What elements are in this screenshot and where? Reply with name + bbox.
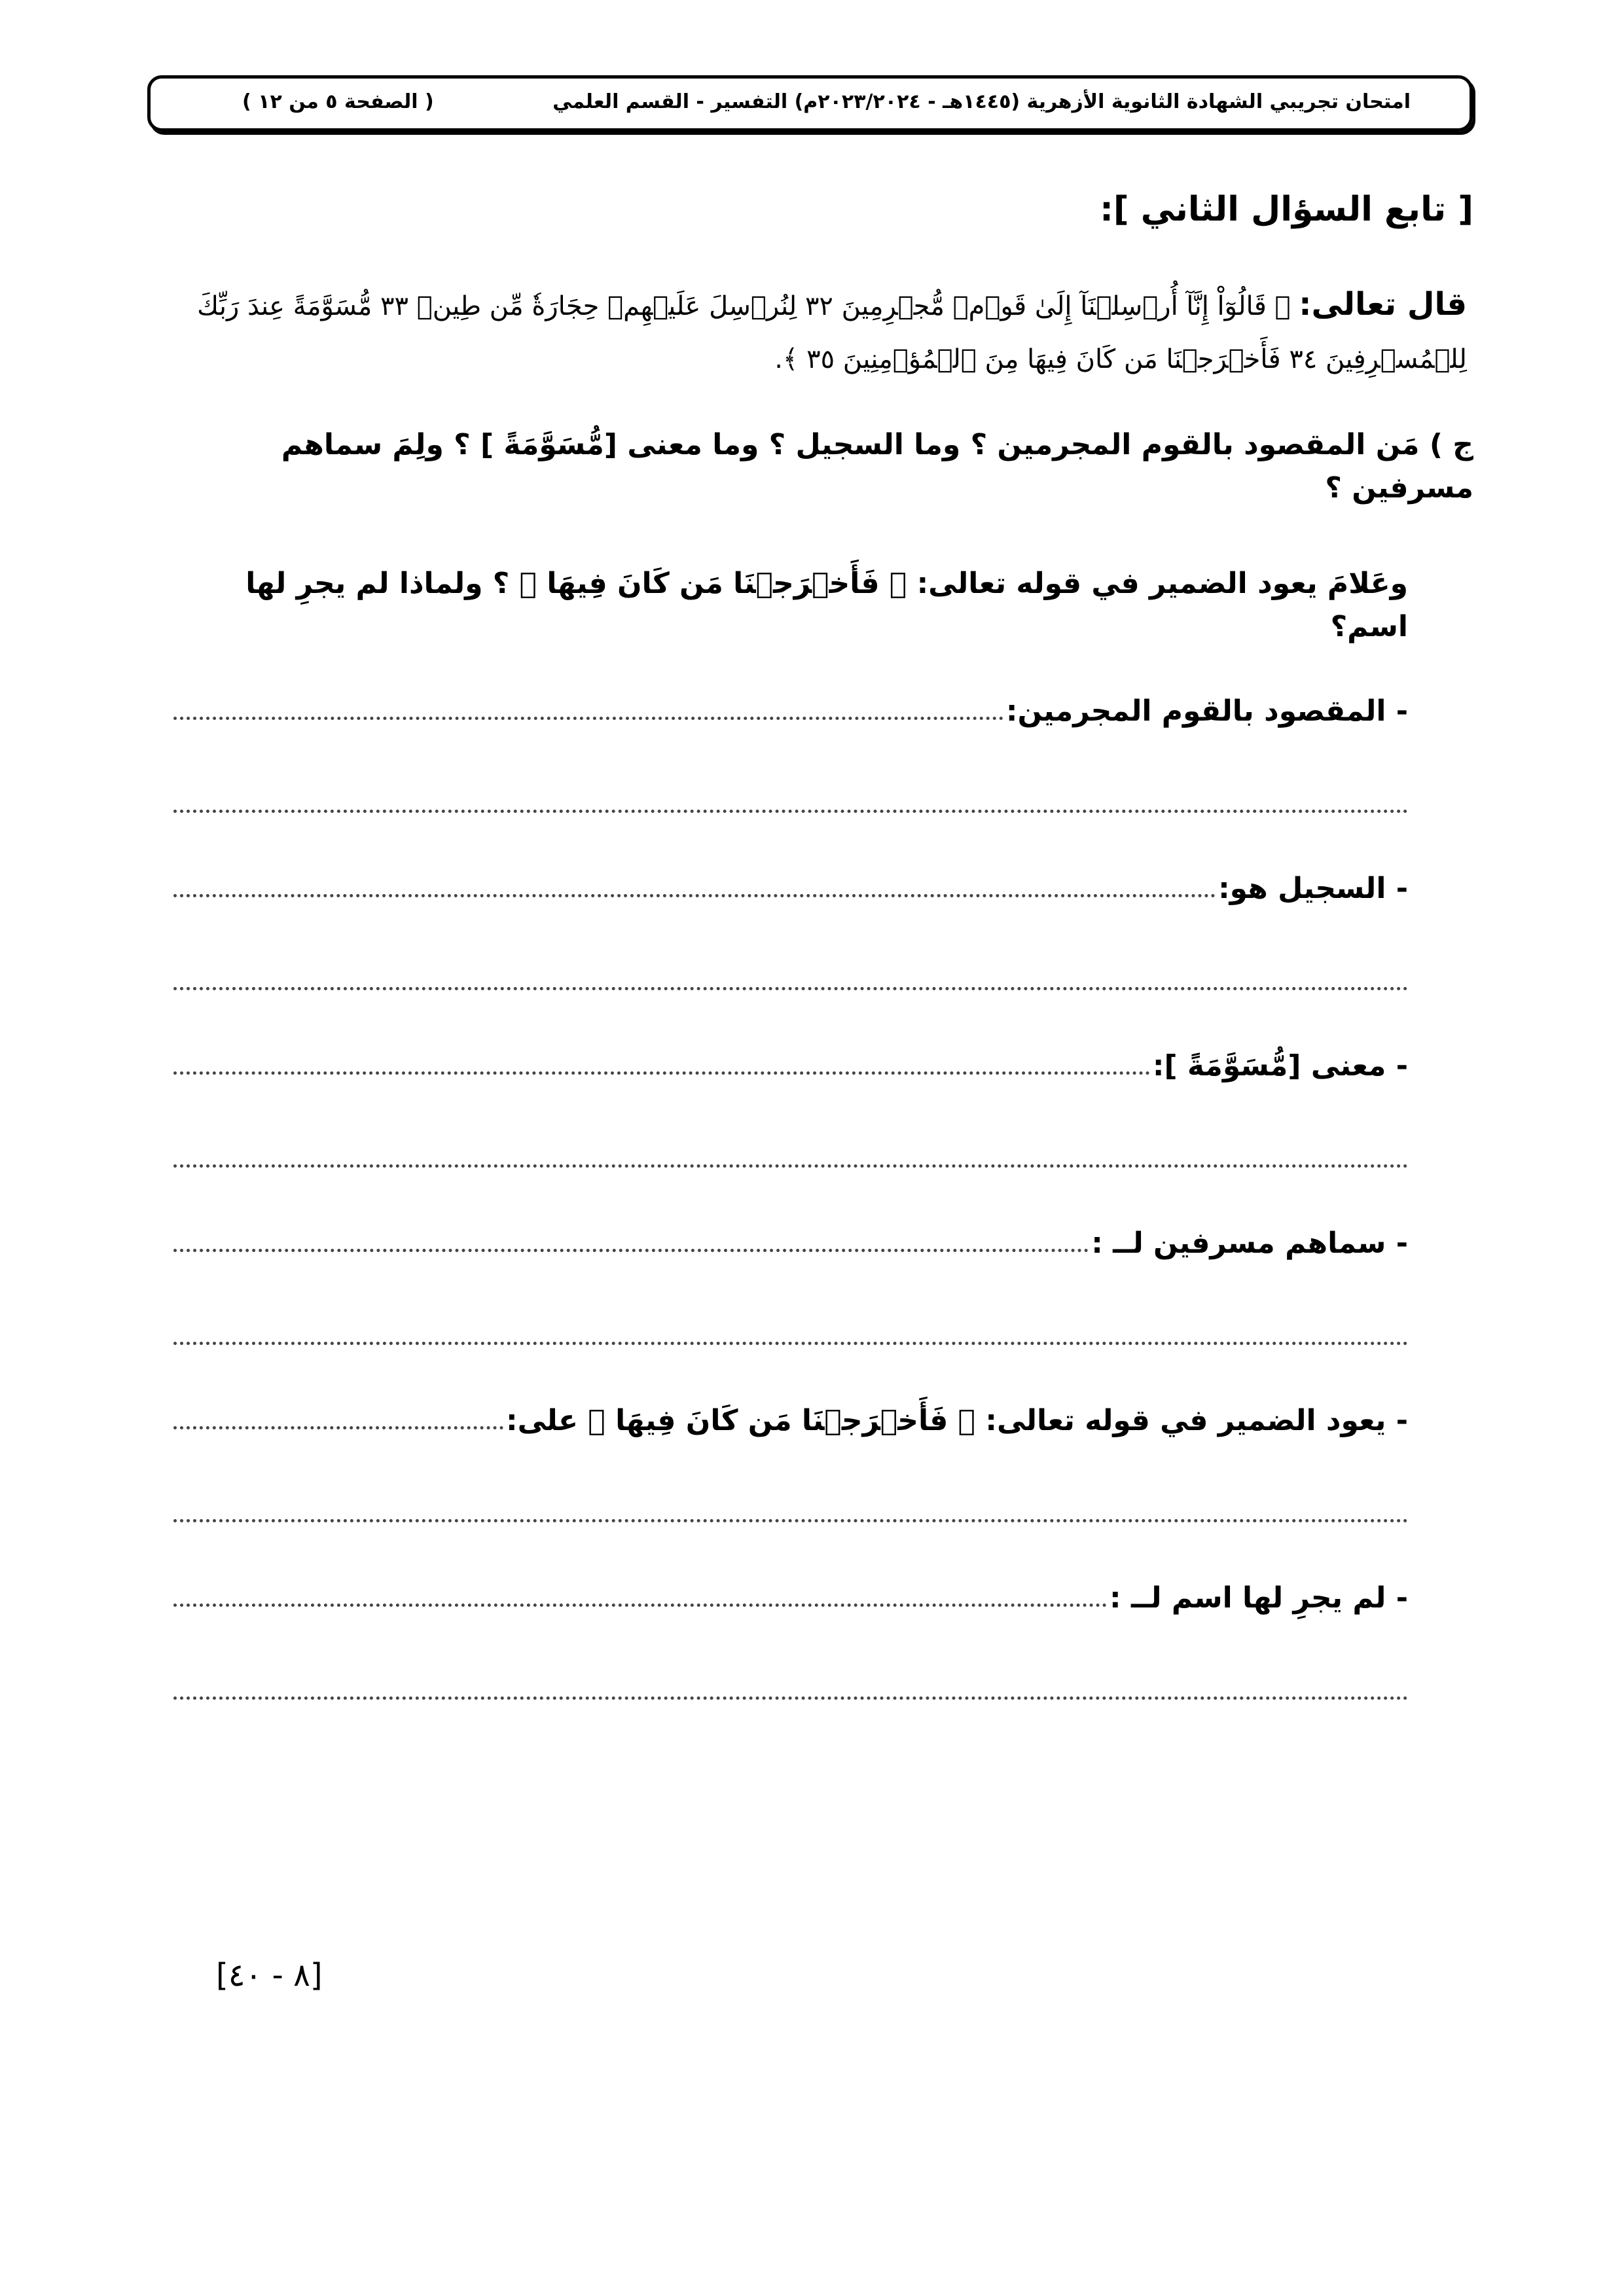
- answer-label: - المقصود بالقوم المجرمين:: [1005, 694, 1408, 728]
- answer-field[interactable]: [173, 1071, 1150, 1075]
- answer-line[interactable]: [173, 1164, 1408, 1168]
- answer-label: - لم يجرِ لها اسم لــ :: [1110, 1581, 1408, 1615]
- answer-row[interactable]: [173, 1404, 1408, 1437]
- answer-label: - سماهم مسرفين لــ :: [1091, 1227, 1408, 1261]
- answer-row[interactable]: [173, 1049, 1408, 1083]
- verse-text-2: ٣٤ فَأَخۡرَجۡنَا مَن كَانَ فِيهَا مِنَ ٱلۡمُؤۡمِنِينَ ٣٥ ﴾.: [774, 344, 1318, 375]
- verse-intro: قال تعالى:: [1299, 286, 1467, 323]
- answer-line[interactable]: [173, 1696, 1408, 1700]
- answer-field[interactable]: [173, 894, 1216, 897]
- page-number: ( الصفحة ٥ من ١٢ ): [242, 90, 434, 113]
- answer-row[interactable]: [173, 1581, 1408, 1615]
- answer-row[interactable]: [173, 1227, 1408, 1260]
- page-header: [147, 75, 1473, 132]
- answer-field[interactable]: [173, 1426, 503, 1429]
- page-content: [164, 190, 1473, 1759]
- answer-row[interactable]: [173, 872, 1408, 905]
- answer-line[interactable]: [173, 1342, 1408, 1345]
- answer-row[interactable]: [173, 694, 1408, 728]
- answer-field[interactable]: [173, 717, 1003, 720]
- answer-line[interactable]: [173, 1519, 1408, 1522]
- verse-text-1: ﴿ قَالُوٓاْ إِنَّآ أُرۡسِلۡنَآ إِلَىٰ قَوۡمٖ مُّجۡرِمِينَ ٣٢ لِنُرۡسِلَ عَلَيۡهِمۡ حِجَارَةٗ مِّن طِينٖ ٣٣ مُّسَوَّمَةً عِندَ رَبِّكَ لِلۡمُسۡرِفِينَ: [197, 291, 1467, 375]
- exam-title: امتحان تجريبي الشهادة الثانوية الأزهرية (١٤٤٥هـ - ٢٠٢٣/٢٠٢٤م) التفسير - القسم العلمي: [552, 90, 1411, 113]
- answer-line[interactable]: [173, 810, 1408, 813]
- answer-field[interactable]: [173, 1249, 1089, 1252]
- answer-line[interactable]: [173, 987, 1408, 990]
- answer-label: - السجيل هو:: [1218, 872, 1408, 906]
- page-footer-code: [٨ - ٤٠]: [216, 1957, 323, 1994]
- answer-field[interactable]: [173, 1604, 1107, 1607]
- section-title: [ تابع السؤال الثاني ]:: [1100, 190, 1473, 229]
- question-line-2: وعَلامَ يعود الضمير في قوله تعالى: ﴿ فَأَخۡرَجۡنَا مَن كَانَ فِيهَا ﴾ ؟ ولماذا لم يجرِ لها اسم؟: [245, 567, 1408, 644]
- answer-label: - يعود الضمير في قوله تعالى: ﴿ فَأَخۡرَجۡنَا مَن كَانَ فِيهَا ﴾ على:: [505, 1404, 1408, 1438]
- question-line-1: ج ) مَن المقصود بالقوم المجرمين ؟ وما السجيل ؟ وما معنى [مُّسَوَّمَةً ] ؟ ولِمَ سماهم مسرفين ؟: [281, 428, 1473, 505]
- answer-label: - معنى [مُّسَوَّمَةً ]:: [1152, 1049, 1408, 1083]
- verse-block: [164, 275, 1467, 384]
